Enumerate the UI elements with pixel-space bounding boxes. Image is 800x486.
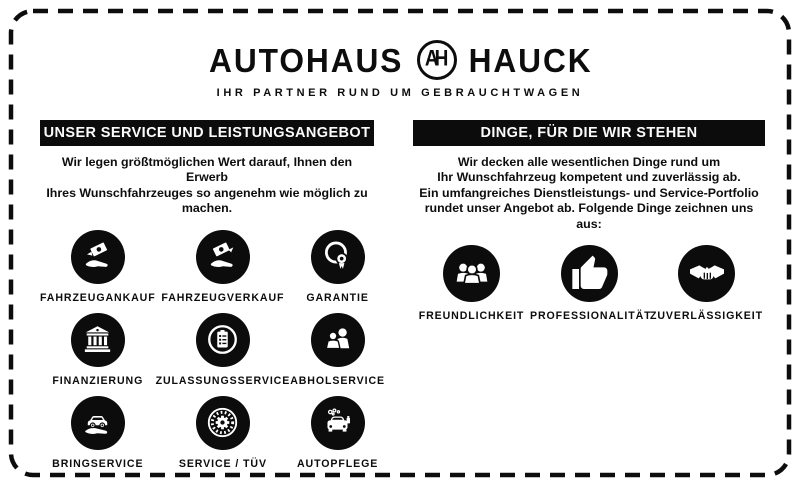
people-group-icon — [452, 254, 492, 294]
icon-disc — [71, 313, 125, 367]
service-item — [290, 396, 385, 470]
car-wash-icon — [319, 404, 356, 441]
monogram-letters: AH — [424, 47, 445, 72]
warranty-seal-icon — [319, 238, 356, 275]
icon-disc — [196, 230, 250, 284]
hand-car-icon — [79, 404, 116, 441]
thumbs-up-icon — [569, 254, 609, 294]
services-banner: UNSER SERVICE UND LEISTUNGSANGEBOT — [40, 120, 374, 146]
value-item — [530, 245, 652, 323]
service-item — [156, 230, 291, 304]
service-item — [40, 230, 156, 304]
service-label: FAHRZEUGANKAUF — [40, 291, 156, 304]
service-label: ABHOLSERVICE — [290, 374, 385, 387]
icon-disc — [71, 396, 125, 450]
value-label: ZUVERLÄSSIGKEIT — [650, 310, 763, 323]
services-intro — [40, 155, 374, 217]
services-section — [40, 120, 385, 470]
brand-hauck: HAUCK — [468, 41, 593, 79]
service-label: ZULASSUNGSSERVICE — [155, 374, 291, 387]
bank-icon — [79, 321, 116, 358]
money-give-icon — [204, 238, 241, 275]
value-label: PROFESSIONALITÄT — [530, 310, 652, 323]
handshake-icon — [687, 254, 727, 294]
service-label: FINANZIERUNG — [52, 374, 144, 387]
icon-disc — [71, 230, 125, 284]
value-label: FREUNDLICHKEIT — [418, 310, 525, 323]
service-item — [40, 396, 156, 470]
tagline: IHR PARTNER RUND UM GEBRAUCHTWAGEN — [216, 87, 584, 99]
service-item — [156, 313, 291, 387]
icon-disc — [561, 245, 618, 302]
service-item — [290, 230, 385, 304]
service-item — [156, 396, 291, 470]
brand-row — [0, 40, 800, 80]
service-label: GARANTIE — [306, 291, 369, 304]
service-item — [290, 313, 385, 387]
services-grid — [40, 230, 385, 470]
values-section — [413, 120, 765, 322]
values-intro — [413, 155, 765, 232]
values-intro-line: Ein umfangreiches Dienstleistungs- und Service-Portfolio — [419, 185, 759, 200]
values-intro-line: Wir decken alle wesentlichen Dinge rund um — [457, 155, 721, 169]
money-receive-icon — [79, 238, 116, 275]
values-intro-line: rundet unser Angebot ab. Folgende Dinge zeichnen uns aus: — [424, 201, 754, 231]
service-item — [40, 313, 156, 387]
value-item — [413, 245, 530, 322]
icon-disc — [311, 396, 365, 450]
icon-disc — [678, 245, 735, 302]
icon-disc — [196, 313, 250, 367]
icon-disc — [443, 245, 500, 302]
service-label: SERVICE / TÜV — [178, 457, 267, 470]
icon-disc — [196, 396, 250, 450]
service-label: AUTOPFLEGE — [296, 457, 379, 470]
services-intro-line: Ihres Wunschfahrzeuges so angenehm wie möglich zu machen. — [46, 185, 368, 216]
ah-monogram-icon — [417, 40, 457, 80]
registration-clipboard-icon — [204, 321, 241, 358]
pickup-people-icon — [319, 321, 356, 358]
values-banner: DINGE, FÜR DIE WIR STEHEN — [413, 120, 765, 146]
service-label: BRINGSERVICE — [52, 457, 144, 470]
brand-autohaus: AUTOHAUS — [209, 41, 404, 79]
header — [0, 40, 800, 99]
icon-disc — [311, 230, 365, 284]
values-intro-line: Ihr Wunschfahrzeug kompetent und zuverlässig ab. — [437, 170, 741, 185]
values-row — [413, 245, 765, 322]
gear-icon — [204, 404, 241, 441]
services-intro-line: Wir legen größtmöglichen Wert darauf, Ihnen den Erwerb — [61, 155, 353, 185]
icon-disc — [311, 313, 365, 367]
value-item — [648, 245, 765, 322]
service-label: FAHRZEUGVERKAUF — [161, 291, 285, 304]
